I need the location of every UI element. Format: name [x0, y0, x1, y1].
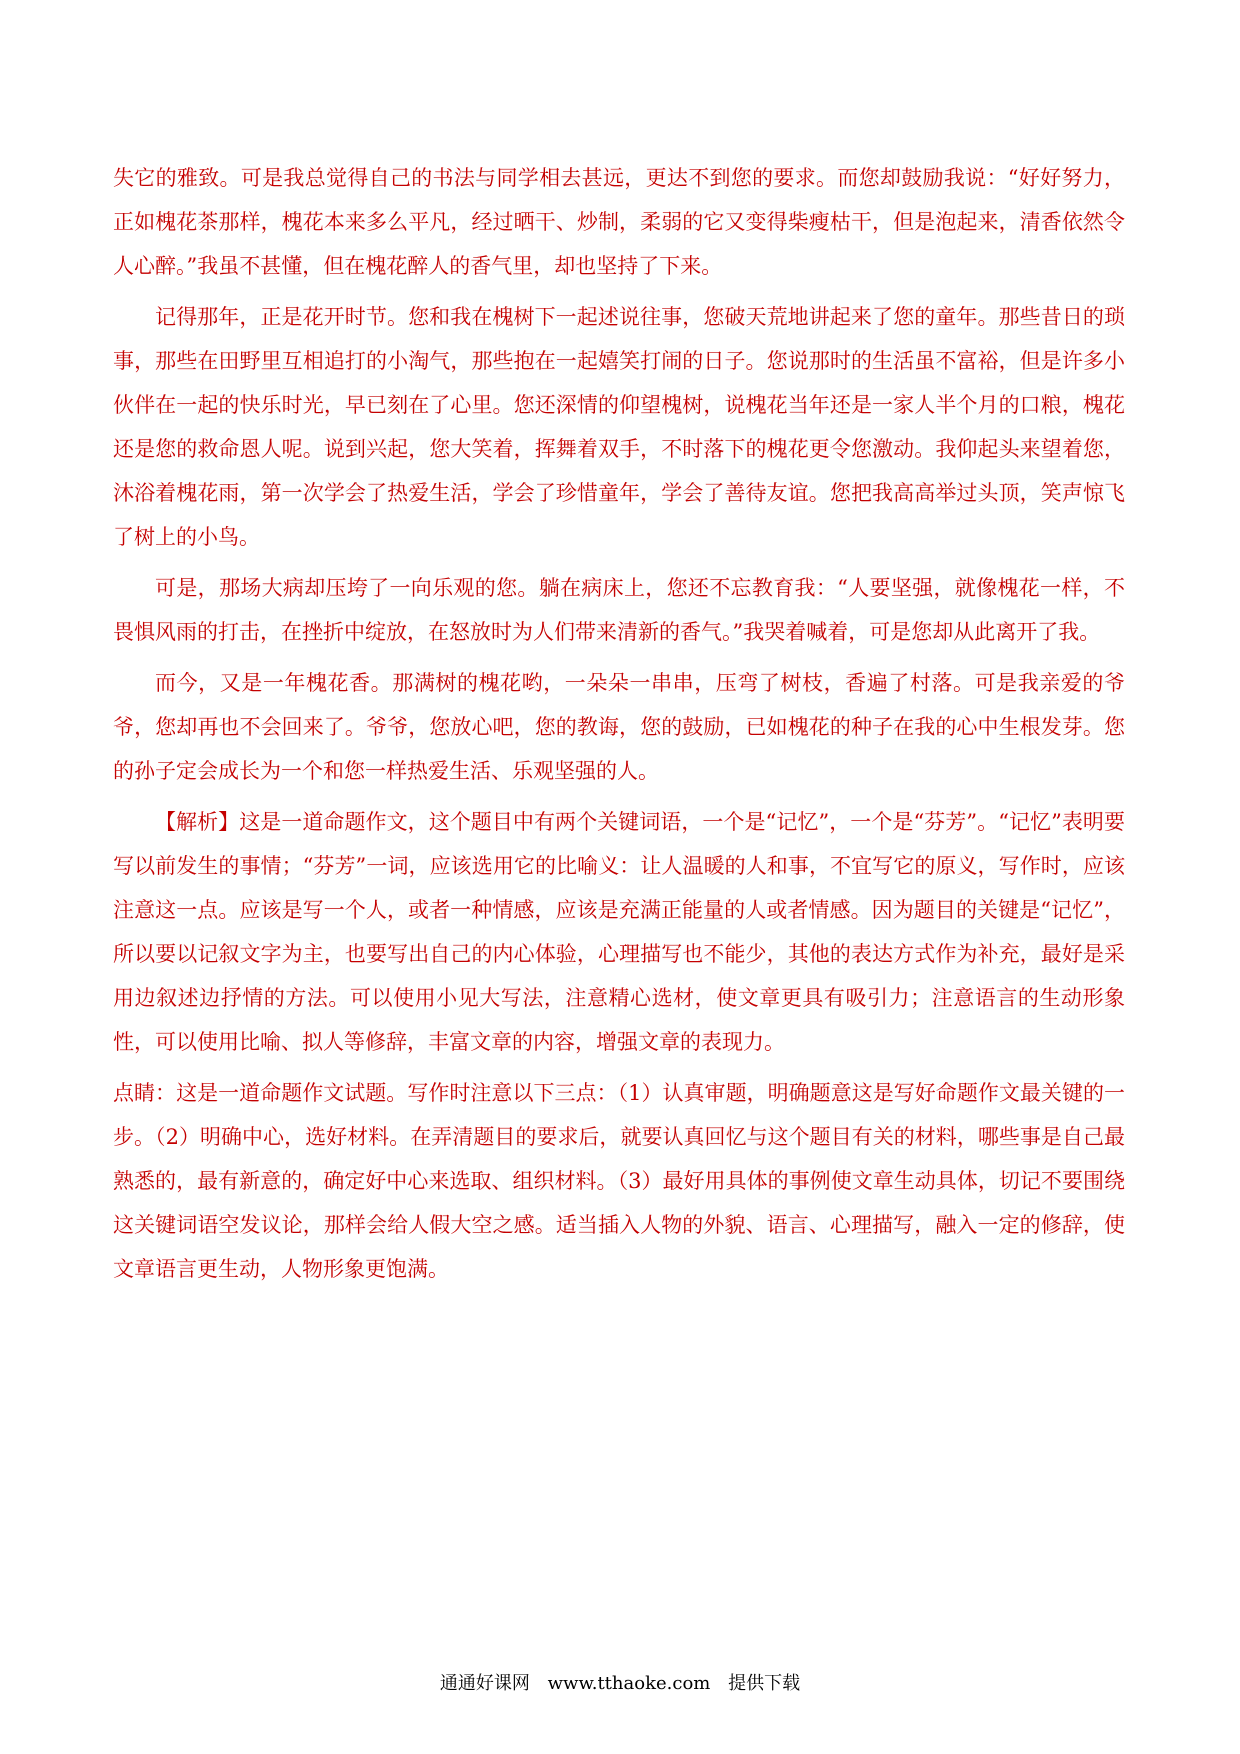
footer-tagline: 提供下载 — [728, 1673, 801, 1694]
footer-url[interactable]: www.tthaoke.com — [547, 1673, 711, 1694]
paragraph-continuation: 失它的雅致。可是我总觉得自己的书法与同学相去甚远，更达不到您的要求。而您却鼓励我说：“好好努力，正如槐花茶那样，槐花本来多么平凡，经过晒干、炒制，柔弱的它又变得柴瘦枯干，但是泡起来，清香依然令人心醉。”我虽不甚懂，但在槐花醉人的香气里，却也坚持了下来。 — [113, 166, 1125, 278]
page-footer — [0, 1669, 1240, 1695]
paragraph-key-points: 点睛：这是一道命题作文试题。写作时注意以下三点：（1）认真审题，明确题意这是写好命题作文最关键的一步。（2）明确中心，选好材料。在弄清题目的要求后，就要认真回忆与这个题目有关的材料，哪些事是自己最熟悉的，最有新意的，确定好中心来选取、组织材料。（3）最好用具体的事例使文章生动具体，切记不要围绕这关键词语空发议论，那样会给人假大空之感。适当插入人物的外貌、语言、心理描写，融入一定的修辞，使文章语言更生动，人物形象更饱满。 — [113, 1081, 1125, 1281]
paragraph-ending: 而今，又是一年槐花香。那满树的槐花哟，一朵朵一串串，压弯了树枝，香遍了村落。可是我亲爱的爷爷，您却再也不会回来了。爷爷，您放心吧，您的教诲，您的鼓励，已如槐花的种子在我的心中生根发芽。您的孙子定会成长为一个和您一样热爱生活、乐观坚强的人。 — [113, 671, 1125, 783]
paragraph-childhood-memory: 记得那年，正是花开时节。您和我在槐树下一起述说往事，您破天荒地讲起来了您的童年。那些昔日的琐事，那些在田野里互相追打的小淘气，那些抱在一起嬉笑打闹的日子。您说那时的生活虽不富裕，但是许多小伙伴在一起的快乐时光，早已刻在了心里。您还深情的仰望槐树，说槐花当年还是一家人半个月的口粮，槐花还是您的救命恩人呢。说到兴起，您大笑着，挥舞着双手，不时落下的槐花更令您激动。我仰起头来望着您，沐浴着槐花雨，第一次学会了热爱生活，学会了珍惜童年，学会了善待友谊。您把我高高举过头顶，笑声惊飞了树上的小鸟。 — [113, 305, 1125, 549]
footer-site-name: 通通好课网 — [439, 1673, 530, 1694]
paragraph-illness: 可是，那场大病却压垮了一向乐观的您。躺在病床上，您还不忘教育我：“人要坚强，就像槐花一样，不畏惧风雨的打击，在挫折中绽放，在怒放时为人们带来清新的香气。”我哭着喊着，可是您却从此离开了我。 — [113, 576, 1125, 644]
essay-body — [113, 156, 1125, 1298]
paragraph-analysis: 【解析】这是一道命题作文，这个题目中有两个关键词语，一个是“记忆”，一个是“芬芳”。“记忆”表明要写以前发生的事情；“芬芳”一词，应该选用它的比喻义：让人温暖的人和事，不宜写它的原义，写作时，应该注意这一点。应该是写一个人，或者一种情感，应该是充满正能量的人或者情感。因为题目的关键是“记忆”，所以要以记叙文字为主，也要写出自己的内心体验，心理描写也不能少，其他的表达方式作为补充，最好是采用边叙述边抒情的方法。可以使用小见大写法，注意精心选材，使文章更具有吸引力；注意语言的生动形象性，可以使用比喻、拟人等修辞，丰富文章的内容，增强文章的表现力。 — [113, 810, 1125, 1054]
